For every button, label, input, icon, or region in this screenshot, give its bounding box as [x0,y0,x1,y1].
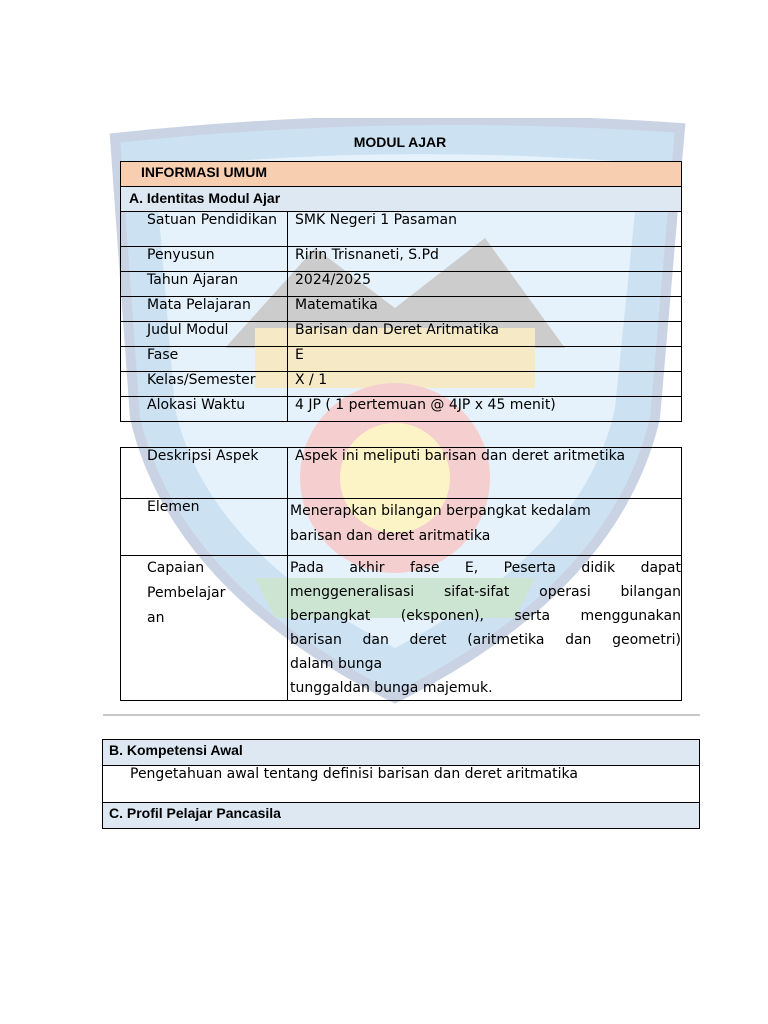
section-c-header: C. Profil Pelajar Pancasila [103,803,700,829]
kompetensi-table [102,739,700,829]
row-value: Matematika [288,297,682,322]
informasi-umum-header: INFORMASI UMUM [121,162,682,187]
label-line: an [147,610,165,626]
row-value: X / 1 [288,372,682,397]
label-line: Pembelajar [147,585,226,601]
row-value: E [288,347,682,372]
row-label: Alokasi Waktu [121,397,288,422]
table-row [121,499,682,556]
value-line: tunggaldan bunga majemuk. [290,680,493,696]
row-value: Barisan dan Deret Aritmatika [288,322,682,347]
row-label: Satuan Pendidikan [121,212,288,247]
table-row [121,372,682,397]
table-row [121,322,682,347]
table-row [121,347,682,372]
value-line: dalam bunga [290,656,383,672]
row-value: Aspek ini meliputi barisan dan deret aritmetika [288,448,682,499]
kompetensi-awal-text: Pengetahuan awal tentang definisi barisan dan deret aritmatika [103,766,700,803]
row-label: Deskripsi Aspek [121,448,288,499]
value-line: Pada akhir fase E, Peserta didik dapat [290,560,681,576]
row-value: SMK Negeri 1 Pasaman [288,212,682,247]
table-row [121,212,682,247]
value-line: berpangkat (eksponen), serta menggunakan [290,608,681,624]
row-value: 2024/2025 [288,272,682,297]
row-label: Mata Pelajaran [121,297,288,322]
value-line: menggeneralisasi sifat-sifat operasi bilangan [290,584,681,600]
row-label: Elemen [121,499,288,556]
row-label: Fase [121,347,288,372]
table-row [121,556,682,701]
deskripsi-table [120,447,682,701]
row-label: Tahun Ajaran [121,272,288,297]
document-title: MODUL AJAR [353,134,447,150]
row-value [288,556,682,701]
table-row [121,247,682,272]
row-value: 4 JP ( 1 pertemuan @ 4JP x 45 menit) [288,397,682,422]
page-divider [103,714,700,716]
label-line: Capaian [147,560,205,576]
row-label: Judul Modul [121,322,288,347]
value-line: barisan dan deret aritmatika [290,528,491,544]
row-label: Penyusun [121,247,288,272]
value-line: Menerapkan bilangan berpangkat kedalam [290,503,591,519]
row-label [121,556,288,701]
row-label: Kelas/Semester [121,372,288,397]
value-line: barisan dan deret (aritmetika dan geometri) [290,632,681,648]
section-b-header: B. Kompetensi Awal [103,740,700,766]
table-row [121,297,682,322]
row-value: Ririn Trisnaneti, S.Pd [288,247,682,272]
identitas-table [120,161,682,422]
section-a-header: A. Identitas Modul Ajar [121,187,682,212]
row-value [288,499,682,556]
table-row [121,397,682,422]
table-row [121,272,682,297]
table-row [121,448,682,499]
